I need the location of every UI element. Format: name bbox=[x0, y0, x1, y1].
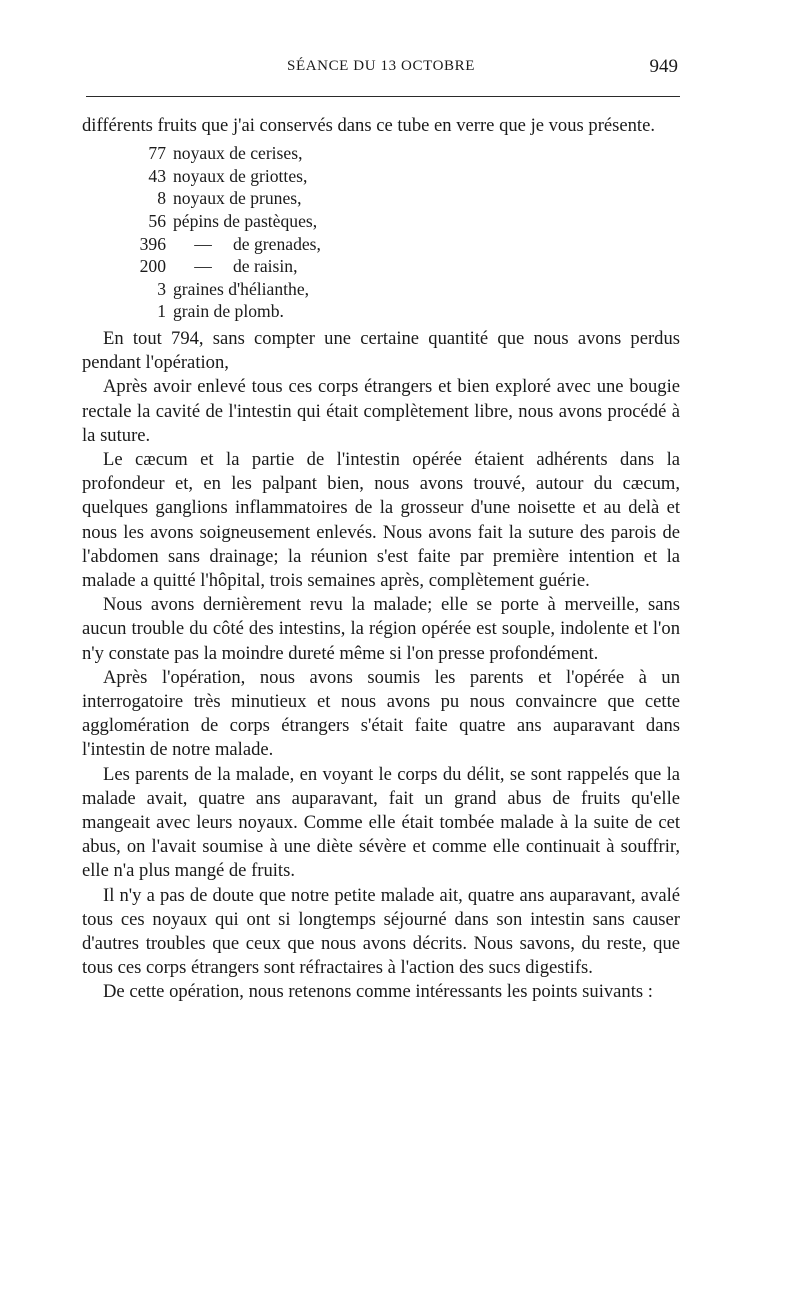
paragraph-conclusion: Il n'y a pas de doute que notre petite malade ait, quatre ans auparavant, avalé tous ces noyaux qui ont si longtemps séjourné dans son intestin sans causer d'autres troubles que ceux que nous avons décrits. Nous savons, du reste, que tous ces corps étrangers sont réfractaires à l'action des sucs digestifs. bbox=[82, 884, 680, 979]
item-label: noyaux de cerises, bbox=[173, 143, 303, 164]
page-number: 949 bbox=[649, 56, 678, 77]
list-item bbox=[82, 210, 680, 233]
item-label: de raisin, bbox=[233, 256, 298, 277]
item-label: grain de plomb. bbox=[173, 301, 284, 322]
body-text bbox=[82, 114, 680, 1005]
paragraph-suture: Après avoir enlevé tous ces corps étrangers et bien exploré avec une bougie rectale la cavité de l'intestin qui était complètement libre, nous avons procédé à la suture. bbox=[82, 376, 680, 446]
item-label: noyaux de griottes, bbox=[173, 165, 308, 186]
paragraph-points: De cette opération, nous retenons comme intéressants les points suivants : bbox=[103, 981, 653, 1003]
paragraph-total: En tout 794, sans compter une certaine quantité que nous avons perdus pendant l'opération, bbox=[82, 327, 680, 374]
paragraph-interrogation: Après l'opération, nous avons soumis les parents et l'opérée à un interrogatoire très minutieux et nous avons pu nous convaincre que cette agglomération de corps étrangers s'était faite quatre ans auparavant dans l'intestin de notre malade. bbox=[82, 666, 680, 761]
item-label: de grenades, bbox=[233, 233, 321, 254]
list-item bbox=[82, 142, 680, 165]
paragraph-parents: Les parents de la malade, en voyant le corps du délit, se sont rappelés que la malade avait, quatre ans auparavant, fait un grand abus de fruits qu'elle mangeait avec leurs noyaux. Comme elle était tombée malade à la suite de cet abus, on l'avait soumise à une diète sévère et comme elle continuait à souffrir, elle n'a plus mangé de fruits. bbox=[82, 763, 680, 882]
ditto-dash: — bbox=[194, 256, 212, 277]
paragraph-caecum: Le cæcum et la partie de l'intestin opérée étaient adhérents dans la profondeur et, en les palpant bien, nous avons trouvé, autour du cæcum, quelques ganglions inflammatoires de la grosseur d'une noisette et au delà et nous les avons soigneusement enlevés. Nous avons fait la suture des parois de l'abdomen sans drainage; la réunion s'est faite par première intention et la malade a quitté l'hôpital, trois semaines après, complètement guérie. bbox=[82, 448, 680, 591]
page-header bbox=[82, 58, 682, 84]
list-item bbox=[82, 165, 680, 188]
list-item bbox=[82, 255, 680, 278]
item-label: pépins de pastèques, bbox=[173, 210, 318, 231]
paragraph-follow-up: Nous avons dernièrement revu la malade; elle se porte à merveille, sans aucun trouble du côté des intestins, la région opérée est souple, indolente et l'on n'y constate pas la moindre dureté même si l'on presse profondément. bbox=[82, 594, 680, 664]
item-label: noyaux de prunes, bbox=[173, 188, 302, 209]
list-item bbox=[82, 278, 680, 301]
item-count: 1 bbox=[157, 301, 166, 322]
header-rule bbox=[86, 96, 680, 97]
list-item bbox=[82, 233, 680, 256]
list-item bbox=[82, 300, 680, 323]
item-count: 77 bbox=[148, 143, 166, 164]
item-count: 43 bbox=[148, 165, 166, 186]
item-count: 8 bbox=[157, 188, 166, 209]
seed-list bbox=[82, 142, 680, 323]
running-title: SÉANCE DU 13 OCTOBRE bbox=[287, 58, 475, 74]
item-count: 56 bbox=[148, 210, 166, 231]
item-count: 396 bbox=[139, 233, 166, 254]
list-item bbox=[82, 187, 680, 210]
intro-paragraph: différents fruits que j'ai conservés dans ce tube en verre que je vous présente. bbox=[82, 115, 656, 136]
item-count: 200 bbox=[139, 256, 166, 277]
ditto-dash: — bbox=[194, 233, 212, 254]
item-label: graines d'hélianthe, bbox=[173, 278, 310, 299]
item-count: 3 bbox=[157, 278, 166, 299]
